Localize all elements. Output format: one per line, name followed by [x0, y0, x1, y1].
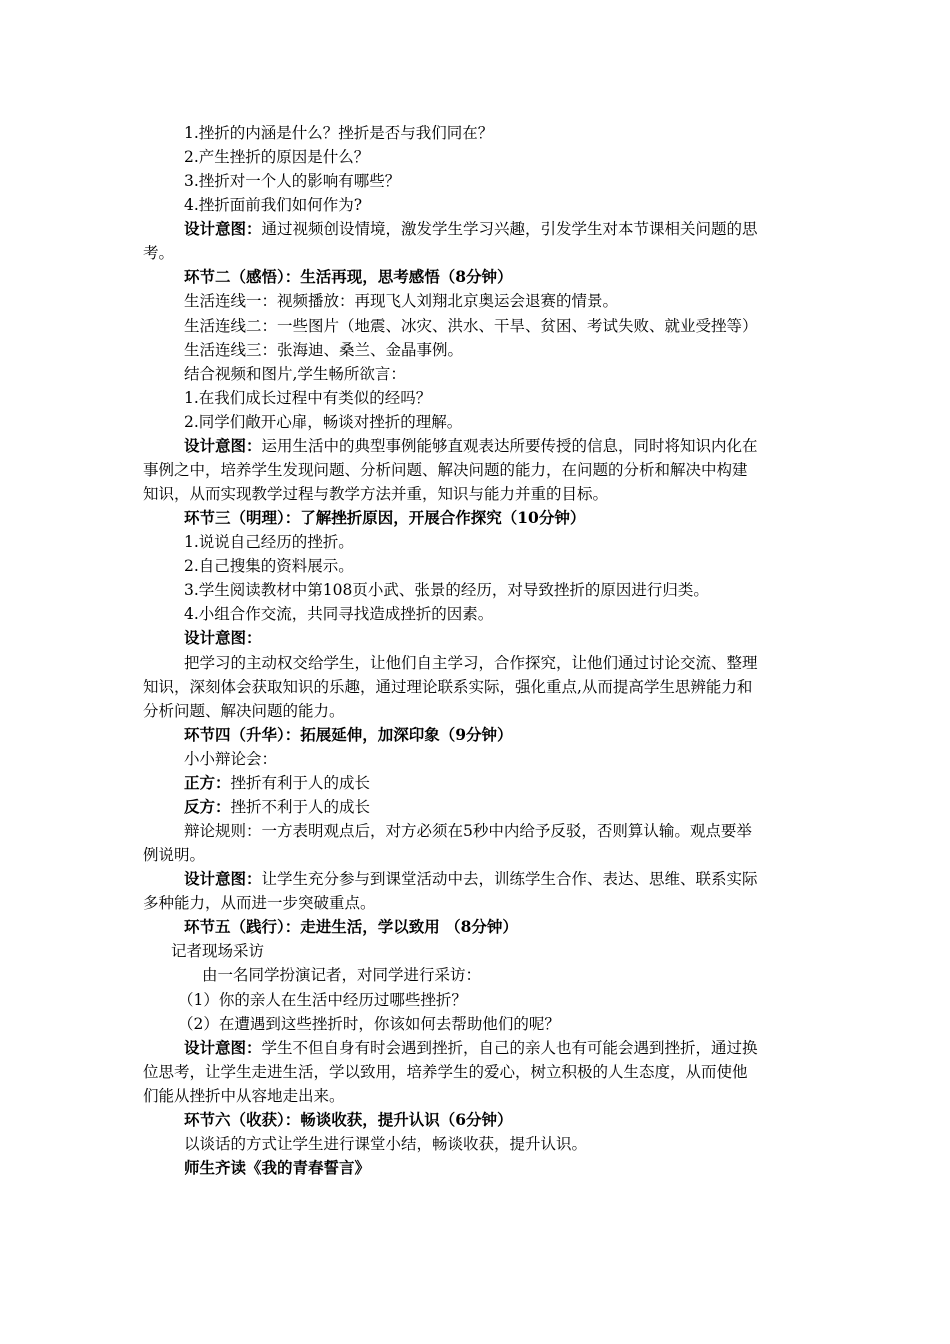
line-text: 3.学生阅读教材中第108页小武、张景的经历，对导致挫折的原因进行归类。 — [184, 581, 709, 599]
document-line — [0, 578, 950, 602]
line-text: 运用生活中的典型事例能够直观表达所要传授的信息，同时将知识内化在 — [261, 437, 758, 455]
line-text: 让学生充分参与到课堂活动中去，训练学生合作、表达、思维、联系实际 — [261, 870, 758, 888]
document-line — [0, 217, 950, 241]
document-line — [0, 506, 950, 530]
document-line — [0, 482, 950, 506]
line-text: 辩论规则：一方表明观点后，对方必须在5秒中内给予反驳，否则算认输。观点要举 — [184, 822, 752, 840]
line-lead-label: 设计意图： — [184, 219, 262, 238]
document-line — [0, 1084, 950, 1108]
line-text: 学生不但自身有时会遇到挫折，自己的亲人也有可能会遇到挫折，通过换 — [261, 1039, 758, 1057]
line-text: 位思考，让学生走进生活，学以致用，培养学生的爱心，树立积极的人生态度，从而使他 — [143, 1063, 748, 1081]
line-text: 考。 — [143, 244, 175, 262]
line-text: 知识，从而实现教学过程与教学方法并重，知识与能力并重的目标。 — [143, 485, 609, 503]
document-line — [0, 699, 950, 723]
document-line — [0, 193, 950, 217]
line-text: 通过视频创设情境，激发学生学习兴趣，引发学生对本节课相关问题的思 — [261, 220, 758, 238]
line-text: 小小辩论会： — [184, 750, 278, 768]
line-text: （2）在遭遇到这些挫折时，你该如何去帮助他们的呢？ — [178, 1015, 560, 1033]
line-text: 以谈话的方式让学生进行课堂小结，畅谈收获，提升认识。 — [184, 1135, 588, 1153]
document-line — [0, 1036, 950, 1060]
line-lead-label: 正方： — [184, 773, 231, 792]
line-text: 4.挫折面前我们如何作为? — [184, 196, 363, 214]
document-line — [0, 338, 950, 362]
document-line — [0, 1156, 950, 1180]
line-text: 2.产生挫折的原因是什么？ — [184, 148, 370, 166]
document-line — [0, 314, 950, 338]
line-text: （1）你的亲人在生活中经历过哪些挫折？ — [178, 991, 467, 1009]
line-text: 生活连线三：张海迪、桑兰、金晶事例。 — [184, 341, 464, 359]
document-line — [0, 915, 950, 939]
document-line — [0, 602, 950, 626]
document-line — [0, 795, 950, 819]
document-line — [0, 1108, 950, 1132]
document-line — [0, 723, 950, 747]
document-line — [0, 1060, 950, 1084]
line-lead-label: 反方： — [184, 797, 231, 816]
line-text: 挫折有利于人的成长 — [230, 774, 371, 792]
line-text: 多种能力，从而进一步突破重点。 — [143, 894, 376, 912]
line-text: 知识，深刻体会获取知识的乐趣，通过理论联系实际，强化重点,从而提高学生思辨能力和 — [143, 678, 753, 696]
document-line — [0, 843, 950, 867]
document-line — [0, 1012, 950, 1036]
line-text: 2.同学们敞开心扉，畅谈对挫折的理解。 — [184, 413, 463, 431]
line-lead-label: 设计意图： — [184, 436, 262, 455]
document-line — [0, 771, 950, 795]
document-line — [0, 241, 950, 265]
line-text: 环节二（感悟）：生活再现，思考感悟（8分钟） — [184, 267, 513, 286]
line-text: 结合视频和图片,学生畅所欲言： — [184, 365, 406, 383]
document-line — [0, 530, 950, 554]
document-line — [0, 867, 950, 891]
document-line — [0, 651, 950, 675]
line-text: 1.挫折的内涵是什么？挫折是否与我们同在？ — [184, 124, 494, 142]
line-text: 环节五（践行）：走进生活，学以致用 （8分钟） — [184, 917, 518, 936]
line-text: 记者现场采访 — [171, 942, 265, 960]
line-text: 1.说说自己经历的挫折。 — [184, 533, 354, 551]
line-text: 事例之中，培养学生发现问题、分析问题、解决问题的能力，在问题的分析和解决中构建 — [143, 461, 748, 479]
line-text: 2.自己搜集的资料展示。 — [184, 557, 354, 575]
document-line — [0, 145, 950, 169]
line-lead-label: 设计意图： — [184, 1038, 262, 1057]
line-text: 分析问题、解决问题的能力。 — [143, 702, 345, 720]
document-line — [0, 554, 950, 578]
document-line — [0, 988, 950, 1012]
line-text: 环节四（升华）：拓展延伸，加深印象（9分钟） — [184, 725, 513, 744]
line-lead-label: 设计意图： — [184, 869, 262, 888]
document-line — [0, 626, 950, 650]
document-line — [0, 169, 950, 193]
line-text: 3.挫折对一个人的影响有哪些？ — [184, 172, 401, 190]
document-line — [0, 819, 950, 843]
line-text: 1.在我们成长过程中有类似的经吗？ — [184, 389, 432, 407]
document-line — [0, 939, 950, 963]
document-line — [0, 434, 950, 458]
line-text: 环节三（明理）：了解挫折原因，开展合作探究（10分钟） — [184, 508, 586, 527]
line-text: 由一名同学扮演记者，对同学进行采访： — [202, 966, 482, 984]
document-line — [0, 891, 950, 915]
document-line — [0, 121, 950, 145]
document-line — [0, 386, 950, 410]
line-text: 把学习的主动权交给学生，让他们自主学习，合作探究，让他们通过讨论交流、整理 — [184, 654, 758, 672]
document-line — [0, 458, 950, 482]
line-text: 挫折不利于人的成长 — [230, 798, 371, 816]
document-line — [0, 289, 950, 313]
line-text: 4.小组合作交流，共同寻找造成挫折的因素。 — [184, 605, 494, 623]
line-text: 例说明。 — [143, 846, 206, 864]
line-text: 生活连线二：一些图片（地震、冰灾、洪水、干旱、贫困、考试失败、就业受挫等） — [184, 317, 758, 335]
document-line — [0, 963, 950, 987]
document-line — [0, 1132, 950, 1156]
document-line — [0, 265, 950, 289]
document-line — [0, 747, 950, 771]
document-line — [0, 362, 950, 386]
line-text: 师生齐读《我的青春誓言》 — [184, 1158, 371, 1177]
line-text: 环节六（收获）：畅谈收获，提升认识（6分钟） — [184, 1110, 513, 1129]
line-text: 们能从挫折中从容地走出来。 — [143, 1087, 345, 1105]
line-text: 生活连线一：视频播放：再现飞人刘翔北京奥运会退赛的情景。 — [184, 292, 619, 310]
document-line — [0, 675, 950, 699]
line-text: 设计意图： — [184, 628, 262, 647]
document-line — [0, 410, 950, 434]
